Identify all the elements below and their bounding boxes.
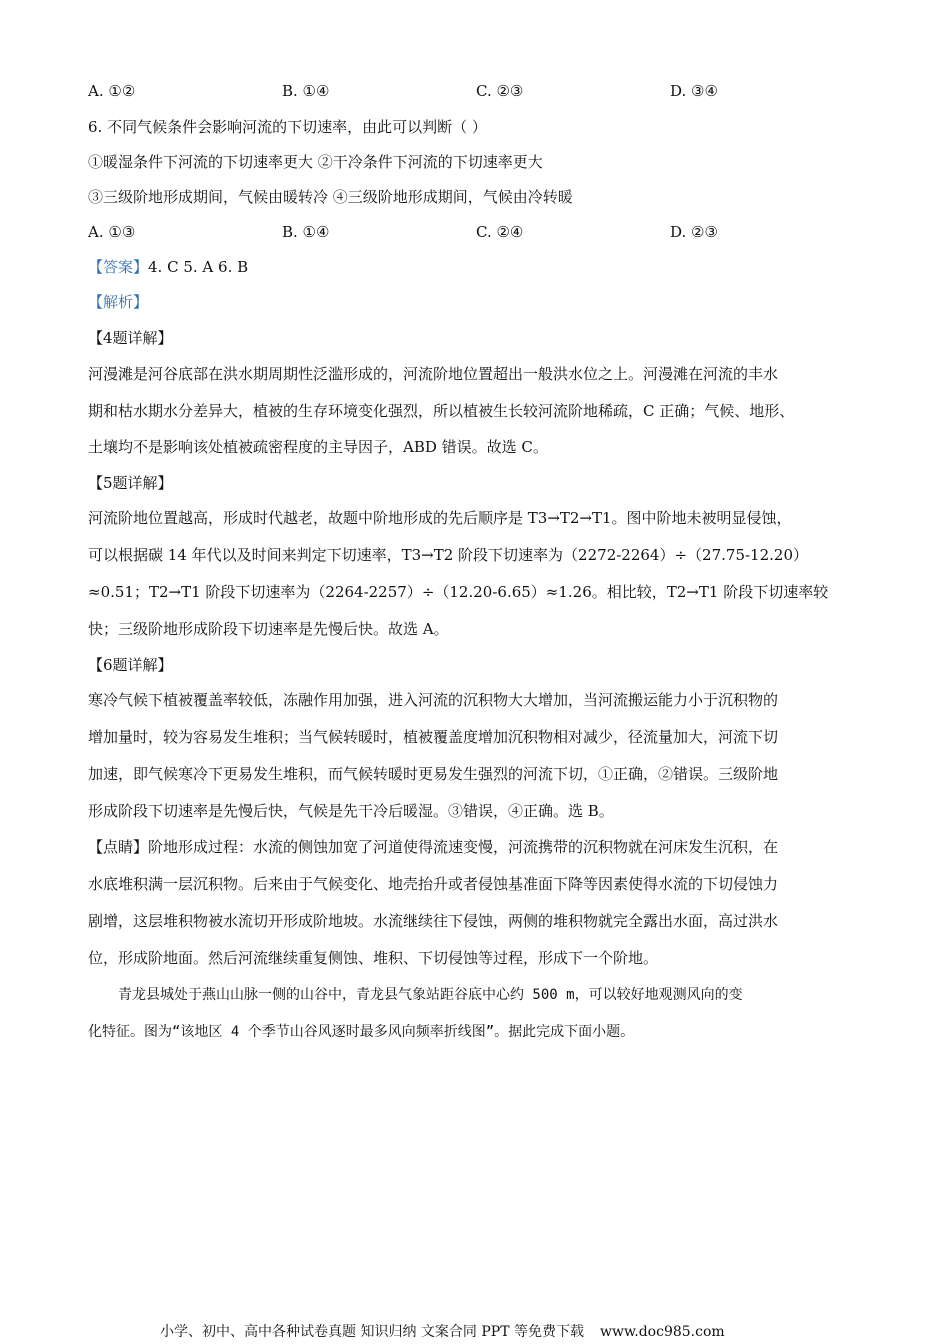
q4-detail-line-3: 土壤均不是影响该处植被疏密程度的主导因子，ABD 错误。故选 C。 — [88, 438, 548, 456]
q5-detail-line-1: 河流阶地位置越高，形成时代越老，故题中阶地形成的先后顺序是 T3→T2→T1。图中阶地未被明显侵蚀， — [88, 509, 792, 527]
q5-detail-line-3: ≈0.51；T2→T1 阶段下切速率为（2264-2257）÷（12.20-6.65）≈1.26。相比较，T2→T1 阶段下切速率较 — [88, 583, 829, 601]
intro-line-2: 化特征。图为“该地区 4 个季节山谷风逐时最多风向频率折线图”。据此完成下面小题。 — [88, 1024, 635, 1040]
q5-detail-line-2: 可以根据碳 14 年代以及时间来判定下切速率，T3→T2 阶段下切速率为（2272-2264）÷（27.75-12.20） — [88, 546, 808, 564]
answer-line — [88, 257, 248, 277]
intro-line-1: 青龙县城处于燕山山脉一侧的山谷中，青龙县气象站距谷底中心约 500 m，可以较好地观测风向的变 — [118, 987, 743, 1003]
option-b: B. ①④ — [282, 82, 330, 100]
footer-text: 小学、初中、高中各种试卷真题 知识归纳 文案合同 PPT 等免费下载 — [160, 1324, 584, 1340]
option-d: D. ③④ — [670, 82, 718, 100]
footer-site[interactable]: www.doc985.com — [599, 1324, 725, 1340]
q6-detail-line-2: 增加量时，较为容易发生堆积；当气候转暖时，植被覆盖度增加沉积物相对减少，径流量加大，河流下切 — [88, 728, 779, 746]
page-footer — [160, 1323, 725, 1341]
option-d: D. ②③ — [670, 223, 718, 241]
q6-stem: 6. 不同气候条件会影响河流的下切速率，由此可以判断（ ） — [88, 118, 487, 136]
q4-detail-line-1: 河漫滩是河谷底部在洪水期周期性泛滥形成的，河流阶地位置超出一般洪水位之上。河漫滩在河流的丰水 — [88, 365, 779, 383]
q6-statements-1: ①暖湿条件下河流的下切速率更大 ②干冷条件下河流的下切速率更大 — [88, 153, 543, 171]
option-a: A. ①② — [88, 82, 136, 100]
q5-detail-line-4: 快；三级阶地形成阶段下切速率是先慢后快。故选 A。 — [88, 620, 449, 638]
q5-detail-title: 【5题详解】 — [88, 474, 173, 492]
q4-detail-title: 【4题详解】 — [88, 329, 173, 347]
answer-text: 4. C 5. A 6. B — [148, 258, 249, 276]
option-c: C. ②③ — [476, 82, 524, 100]
q6-detail-line-3: 加速，即气候寒冷下更易发生堆积，而气候转暖时更易发生强烈的河流下切，①正确，②错误。三级阶地 — [88, 765, 779, 783]
answer-label: 【答案】 — [88, 258, 149, 276]
q6-detail-line-1: 寒冷气候下植被覆盖率较低，冻融作用加强，进入河流的沉积物大大增加，当河流搬运能力小于沉积物的 — [88, 691, 779, 709]
q6-detail-title: 【6题详解】 — [88, 656, 173, 674]
tip-line-4: 位，形成阶地面。然后河流继续重复侧蚀、堆积、下切侵蚀等过程，形成下一个阶地。 — [88, 949, 659, 967]
analysis-label: 【解析】 — [88, 293, 149, 311]
option-c: C. ②④ — [476, 223, 524, 241]
tip-line-2: 水底堆积满一层沉积物。后来由于气候变化、地壳抬升或者侵蚀基准面下降等因素使得水流的下切侵蚀力 — [88, 875, 779, 893]
option-b: B. ①④ — [282, 223, 330, 241]
tip-label: 【点睛】 — [88, 838, 149, 856]
q6-statements-2: ③三级阶地形成期间，气候由暖转冷 ④三级阶地形成期间，气候由冷转暖 — [88, 188, 573, 206]
tip-line-3: 剧增，这层堆积物被水流切开形成阶地坡。水流继续往下侵蚀，两侧的堆积物就完全露出水面，高过洪水 — [88, 912, 779, 930]
tip-line-1 — [88, 837, 778, 857]
q6-detail-line-4: 形成阶段下切速率是先慢后快，气候是先干冷后暖湿。③错误，④正确。选 B。 — [88, 802, 614, 820]
q4-detail-line-2: 期和枯水期水分差异大，植被的生存环境变化强烈，所以植被生长较河流阶地稀疏，C 正确；气候、地形、 — [88, 402, 795, 420]
option-a: A. ①③ — [88, 223, 136, 241]
tip-text: 阶地形成过程：水流的侧蚀加宽了河道使得流速变慢，河流携带的沉积物就在河床发生沉积，在 — [148, 838, 779, 856]
